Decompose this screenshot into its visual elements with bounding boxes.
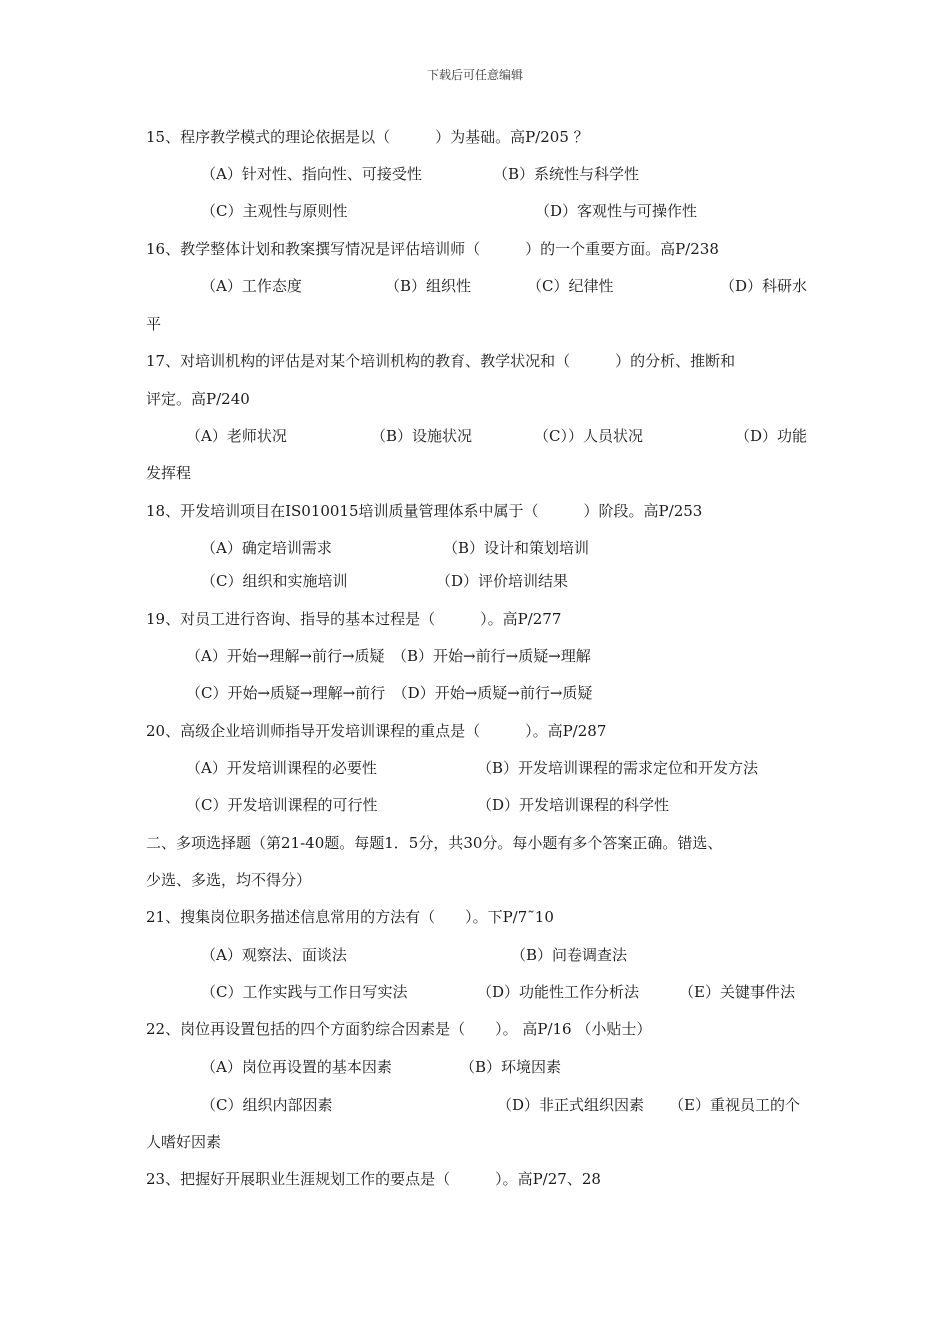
- option-21a: （A）观察法、面谈法: [201, 946, 347, 964]
- question-20: 20、高级企业培训师指导开发培训课程的重点是（ ）。高P/287: [146, 722, 607, 740]
- option-17a: （A）老师状况: [186, 427, 287, 445]
- option-22c: （C）组织内部因素: [201, 1096, 333, 1114]
- option-22e: （E）重视员工的个: [669, 1096, 800, 1114]
- option-20b: （B）开发培训课程的需求定位和开发方法: [477, 759, 759, 777]
- question-19: 19、对员工进行咨询、指导的基本过程是（ ）。高P/277: [146, 610, 562, 628]
- option-17d-continuation: 发挥程: [146, 464, 192, 482]
- option-16d-continuation: 平: [146, 315, 162, 333]
- option-16a: （A）工作态度: [201, 277, 302, 295]
- option-17c: （C））人员状况: [534, 427, 643, 445]
- option-21d: （D）功能性工作分析法: [477, 983, 640, 1001]
- option-16d: （D）科研水: [720, 277, 808, 295]
- section-2-heading-continuation: 少选、多选，均不得分）: [146, 871, 312, 889]
- question-15: 15、程序教学模式的理论依据是以（ ）为基础。高P/205 ？: [146, 128, 589, 146]
- option-17d: （D）功能: [735, 427, 808, 445]
- option-18d: （D）评价培训结果: [436, 572, 569, 590]
- option-20d: （D）开发培训课程的科学性: [477, 796, 670, 814]
- option-22d: （D）非正式组织因素: [497, 1096, 645, 1114]
- option-18a: （A）确定培训需求: [201, 539, 332, 557]
- option-16c: （C）纪律性: [527, 277, 614, 295]
- option-21e: （E）关键事件法: [679, 983, 795, 1001]
- option-22e-continuation: 人嗜好因素: [146, 1133, 222, 1151]
- option-18c: （C）组织和实施培训: [201, 572, 348, 590]
- question-22: 22、岗位再设置包括的四个方面豹综合因素是（ ）。 高P/16 （小贴士）: [146, 1020, 652, 1038]
- option-16b: （B）组织性: [385, 277, 472, 295]
- question-18: 18、开发培训项目在IS010015培训质量管理体系中属于（ ）阶段。高P/253: [146, 502, 703, 520]
- option-15d: （D）客观性与可操作性: [535, 202, 698, 220]
- options-19ab: （A）开始→理解→前行→质疑 （B）开始→前行→质疑→理解: [186, 647, 591, 665]
- question-17-continuation: 评定。高P/240: [146, 390, 250, 408]
- question-23: 23、把握好开展职业生涯规划工作的要点是（ ）。高P/27、28: [146, 1170, 601, 1188]
- option-20a: （A）开发培训课程的必要性: [186, 759, 377, 777]
- option-21c: （C）工作实践与工作日写实法: [201, 983, 408, 1001]
- option-15a: （A）针对性、指向性、可接受性: [201, 165, 422, 183]
- option-22b: （B）环境因素: [460, 1058, 562, 1076]
- option-15c: （C）主观性与原则性: [201, 202, 348, 220]
- question-17: 17、对培训机构的评估是对某个培训机构的教育、教学状况和（ ）的分析、推断和: [146, 352, 736, 370]
- options-19cd: （C）开始→质疑→理解→前行 （D）开始→质疑→前行→质疑: [186, 684, 593, 702]
- page-header: 下载后可任意编辑: [426, 68, 523, 82]
- option-20c: （C）开发培训课程的可行性: [186, 796, 378, 814]
- question-21: 21、搜集岗位职务描述信息常用的方法有（ ）。下P/7˜10: [146, 908, 554, 926]
- option-22a: （A）岗位再设置的基本因素: [201, 1058, 392, 1076]
- option-21b: （B）问卷调查法: [511, 946, 628, 964]
- section-2-heading: 二、多项选择题（第21-40题。每题1．5分，共30分。每小题有多个答案正确。错选、: [146, 834, 723, 852]
- option-17b: （B）设施状况: [371, 427, 473, 445]
- question-16: 16、教学整体计划和教案撰写情况是评估培训师（ ）的一个重要方面。高P/238: [146, 240, 719, 258]
- option-15b: （B）系统性与科学性: [493, 165, 640, 183]
- option-18b: （B）设计和策划培训: [443, 539, 590, 557]
